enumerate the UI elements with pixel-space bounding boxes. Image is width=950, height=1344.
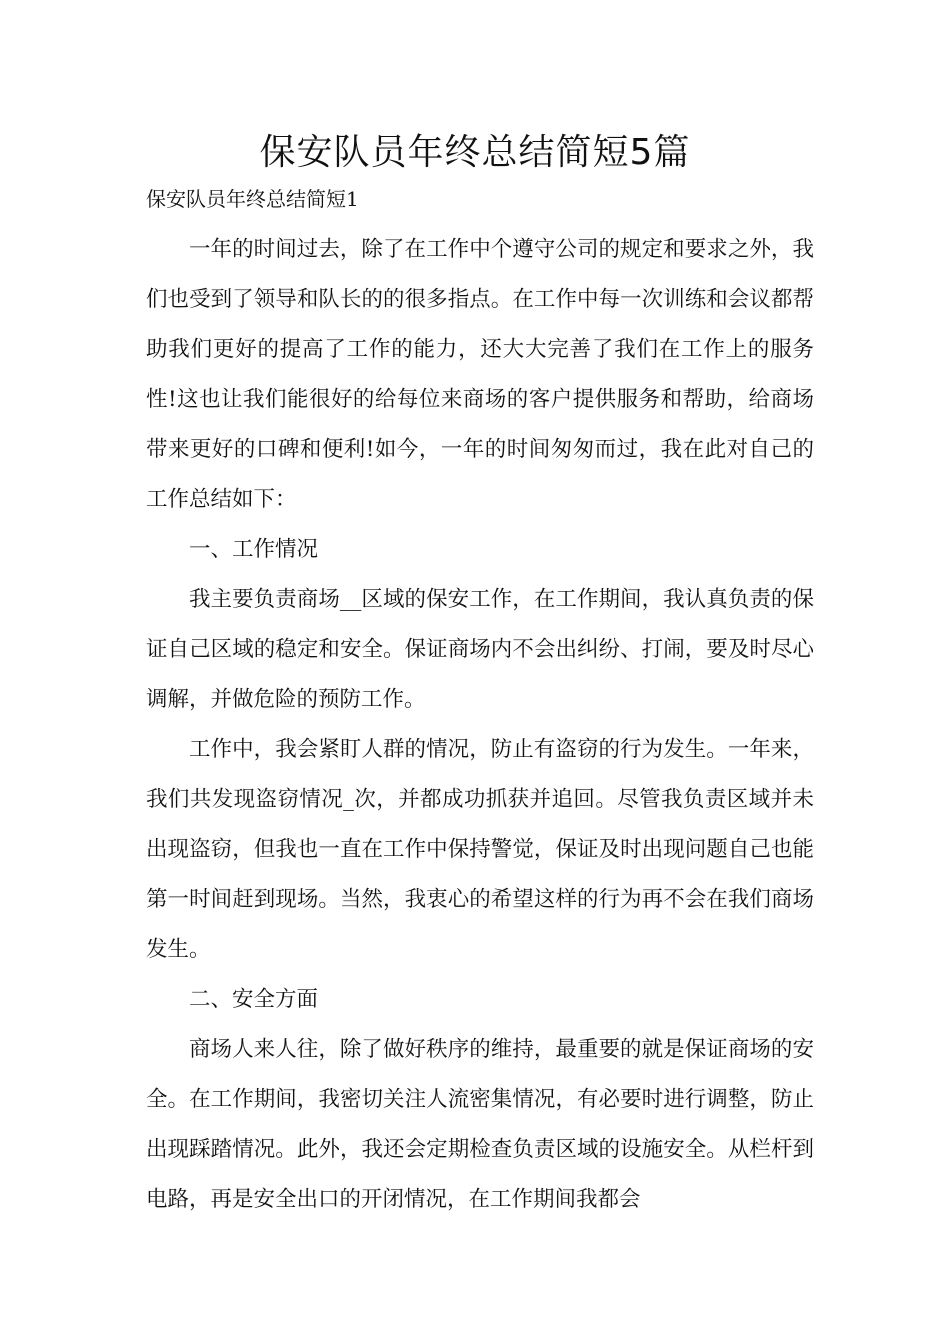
section-heading-safety: 二、安全方面 [189,987,319,1012]
document-title: 保安队员年终总结简短5篇 [259,132,691,173]
document-subtitle: 保安队员年终总结简短1 [146,187,359,211]
work-paragraph-1: 我主要负责商场__区域的保安工作，在工作期间，我认真负责的保证自己区域的稳定和安全。保证商场内不会出纠纷、打闹，要及时尽心调解，并做危险的预防工作。 [146,587,814,712]
section-heading-work: 一、工作情况 [189,537,319,562]
safety-paragraph-1: 商场人来人往，除了做好秩序的维持，最重要的就是保证商场的安全。在工作期间，我密切关注人流密集情况，有必要时进行调整，防止出现踩踏情况。此外，我还会定期检查负责区域的设施安全。从栏杆到电路，再是安全出口的开闭情况，在工作期间我都会 [146,1037,814,1212]
intro-paragraph: 一年的时间过去，除了在工作中个遵守公司的规定和要求之外，我们也受到了领导和队长的的很多指点。在工作中每一次训练和会议都帮助我们更好的提高了工作的能力，还大大完善了我们在工作上的服务性!这也让我们能很好的给每位来商场的客户提供服务和帮助，给商场带来更好的口碑和便利!如今，一年的时间匆匆而过，我在此对自己的工作总结如下： [146,237,814,512]
work-paragraph-2: 工作中，我会紧盯人群的情况，防止有盗窃的行为发生。一年来，我们共发现盗窃情况_次，并都成功抓获并追回。尽管我负责区域并未出现盗窃，但我也一直在工作中保持警觉，保证及时出现问题自己也能第一时间赶到现场。当然，我衷心的希望这样的行为再不会在我们商场发生。 [146,737,814,962]
